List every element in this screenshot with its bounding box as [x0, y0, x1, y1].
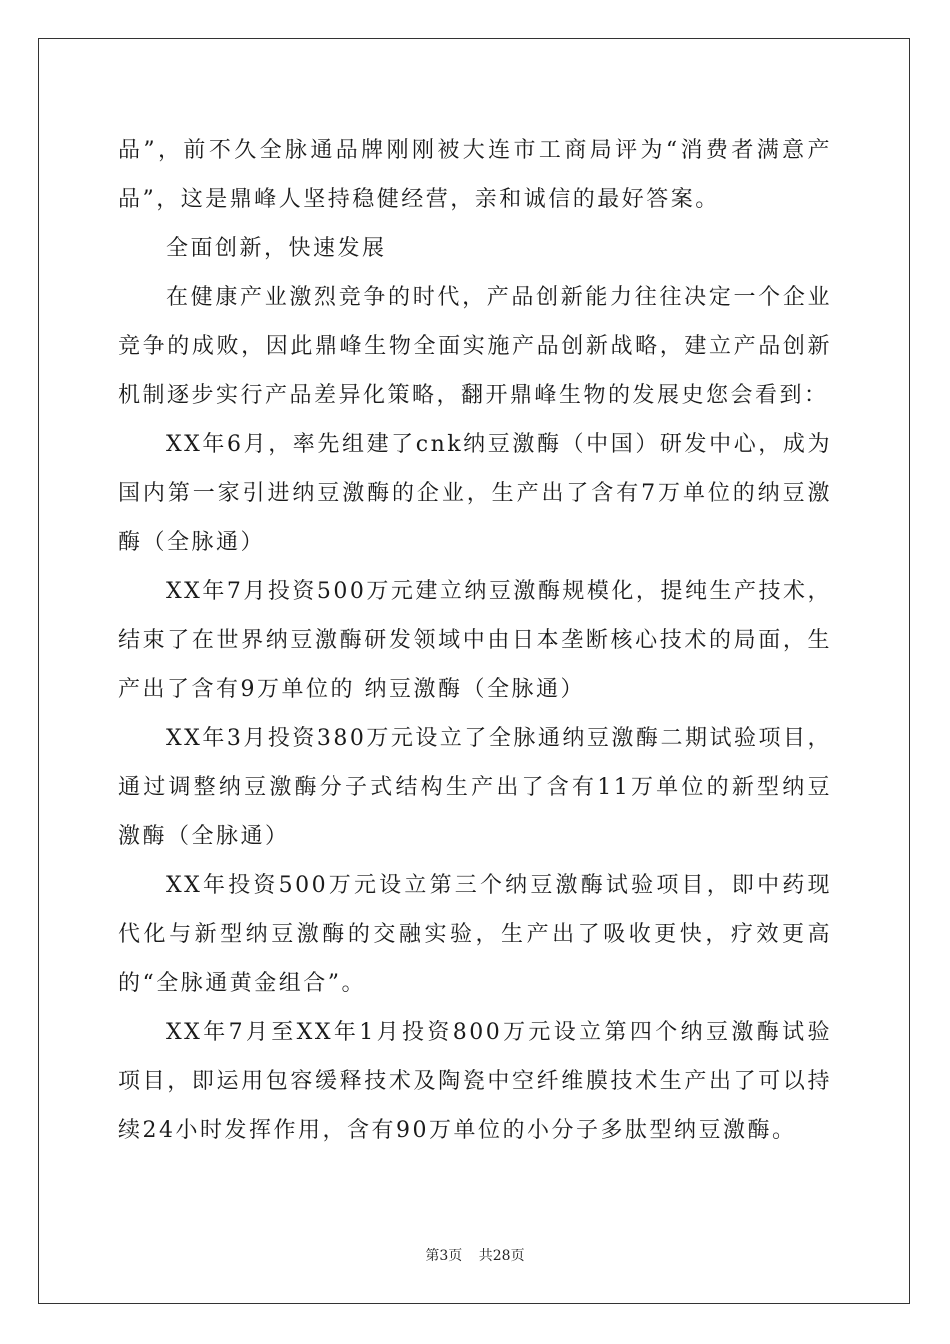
paragraph-4: XX年6月，率先组建了cnk纳豆激酶（中国）研发中心，成为国内第一家引进纳豆激酶的企业，生产出了含有7万单位的纳豆激酶（全脉通）	[118, 432, 832, 555]
paragraph-7: XX年投资500万元设立第三个纳豆激酶试验项目，即中药现代化与新型纳豆激酶的交融实验，生产出了吸收更快，疗效更高的“全脉通黄金组合”。	[118, 873, 832, 996]
page-footer	[0, 1245, 950, 1265]
total-pages: 共28页	[478, 1248, 525, 1264]
document-body	[118, 126, 832, 1155]
paragraph-5: XX年7月投资500万元建立纳豆激酶规模化，提纯生产技术，结束了在世界纳豆激酶研发领域中由日本垄断核心技术的局面，生产出了含有9万单位的 纳豆激酶（全脉通）	[118, 579, 832, 702]
paragraph-2-heading: 全面创新，快速发展	[166, 236, 387, 261]
page-number: 第3页	[425, 1248, 463, 1264]
paragraph-1: 品”，前不久全脉通品牌刚刚被大连市工商局评为“消费者满意产品”，这是鼎峰人坚持稳健经营，亲和诚信的最好答案。	[118, 138, 832, 212]
paragraph-6: XX年3月投资380万元设立了全脉通纳豆激酶二期试验项目，通过调整纳豆激酶分子式结构生产出了含有11万单位的新型纳豆激酶（全脉通）	[118, 726, 832, 849]
paragraph-8: XX年7月至XX年1月投资800万元设立第四个纳豆激酶试验项目，即运用包容缓释技术及陶瓷中空纤维膜技术生产出了可以持续24小时发挥作用，含有90万单位的小分子多肽型纳豆激酶。	[118, 1020, 832, 1143]
paragraph-3: 在健康产业激烈竞争的时代，产品创新能力往往决定一个企业竞争的成败，因此鼎峰生物全面实施产品创新战略，建立产品创新机制逐步实行产品差异化策略，翻开鼎峰生物的发展史您会看到：	[118, 285, 832, 408]
